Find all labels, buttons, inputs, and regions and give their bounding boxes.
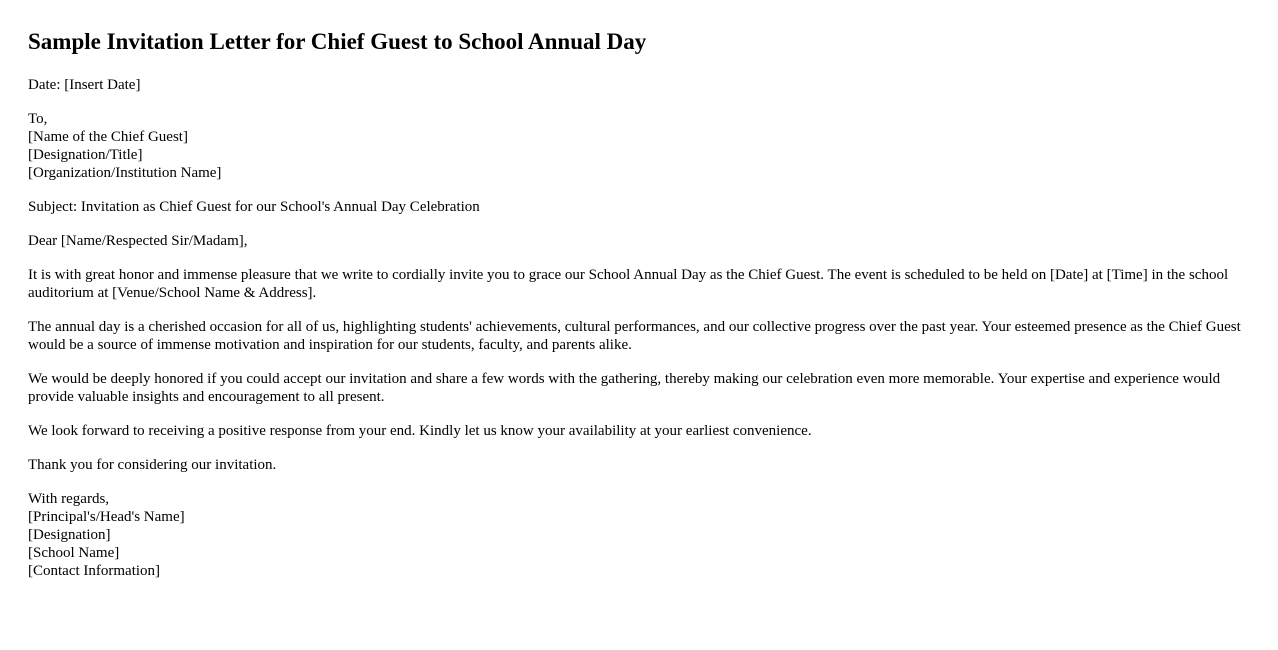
closing-contact: [Contact Information] (28, 563, 161, 579)
letter-date: Date: [Insert Date] (28, 77, 141, 93)
body-paragraph: We look forward to receiving a positive response from your end. Kindly let us know your availability at your earliest convenience. (28, 423, 812, 439)
closing-block (28, 490, 1250, 580)
letter-salutation: Dear [Name/Respected Sir/Madam], (28, 233, 248, 249)
page-title: Sample Invitation Letter for Chief Guest to School Annual Day (28, 29, 647, 54)
closing-designation: [Designation] (28, 527, 111, 543)
closing-school: [School Name] (28, 545, 120, 561)
body-paragraph: We would be deeply honored if you could accept our invitation and share a few words with the gathering, thereby making our celebration even more memorable. Your expertise and experience would provide valuable insights and encouragement to all present. (28, 371, 1221, 405)
body-paragraph: Thank you for considering our invitation. (28, 457, 277, 473)
recipient-block (28, 110, 1250, 182)
recipient-designation: [Designation/Title] (28, 147, 143, 163)
recipient-organization: [Organization/Institution Name] (28, 165, 222, 181)
recipient-name: [Name of the Chief Guest] (28, 129, 188, 145)
body-paragraph: The annual day is a cherished occasion for all of us, highlighting students' achievements, cultural performances, and our collective progress over the past year. Your esteemed presence as the Chief Guest would be a source of immense motivation and inspiration for our students, faculty, and parents alike. (28, 319, 1241, 353)
letter-subject: Subject: Invitation as Chief Guest for our School's Annual Day Celebration (28, 199, 480, 215)
closing-regards: With regards, (28, 491, 110, 507)
body-paragraph: It is with great honor and immense pleasure that we write to cordially invite you to grace our School Annual Day as the Chief Guest. The event is scheduled to be held on [Date] at [Time] in the school auditorium at [Venue/School Name & Address]. (28, 267, 1229, 301)
closing-name: [Principal's/Head's Name] (28, 509, 185, 525)
recipient-to: To, (28, 111, 48, 127)
